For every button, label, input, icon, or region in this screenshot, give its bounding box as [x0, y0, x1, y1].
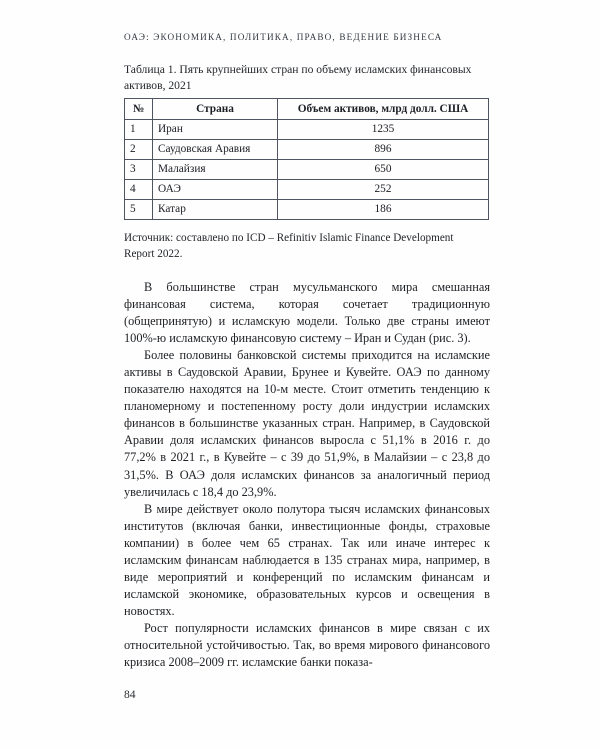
- table-row: [125, 160, 489, 180]
- column-header-number: №: [125, 99, 153, 120]
- column-header-assets: Объем активов, млрд долл. США: [278, 99, 489, 120]
- paragraph: В большинстве стран мусульманского мира смешанная финансовая система, которая сочетает традиционную (общепринятую) и исламскую модели. Только две страны имеют 100%-ю исламскую финансовую систему – Иран и Судан (рис. 3).: [124, 280, 490, 346]
- paragraph: В мире действует около полутора тысяч исламских финансовых институтов (включая банки, инвестиционные фонды, страховые компании) в более чем 65 странах. Так или иначе интерес к исламским финансам наблюдается в 135 странах мира, например, в виде мероприятий и конференций по исламским финансам и исламской экономике, образовательных курсов и освещения в новостях.: [124, 501, 490, 618]
- islamic-assets-table: [124, 98, 489, 220]
- table-row: [125, 180, 489, 200]
- row-number: 4: [125, 180, 153, 200]
- table-row: [125, 120, 489, 140]
- row-value: 896: [278, 140, 489, 160]
- row-value: 650: [278, 160, 489, 180]
- row-number: 3: [125, 160, 153, 180]
- table-row: [125, 200, 489, 220]
- row-value: 252: [278, 180, 489, 200]
- row-number: 1: [125, 120, 153, 140]
- page-content: [124, 62, 490, 671]
- paragraph: Более половины банковской системы приходится на исламские активы в Саудовской Аравии, Брунее и Кувейте. ОАЭ по данному показателю находятся на 10-м месте. Стоит отметить тенденцию к планомерному и постепенному росту доли индустрии исламских финансов в большинстве указанных стран. Например, в Саудовской Аравии доля исламских финансов выросла с 51,1% в 2016 г. до 77,2% в 2021 г., в Кувейте – с 39 до 51,9%, в Малайзии – с 23,8 до 31,5%. В ОАЭ доля исламских финансов за аналогичный период увеличилась с 18,4 до 23,9%.: [124, 348, 490, 499]
- paragraph: Рост популярности исламских финансов в мире связан с их относительной устойчивостью. Так, во время мирового финансового кризиса 2008–2009 гг. исламские банки показа-: [124, 620, 490, 670]
- table-caption: Таблица 1. Пять крупнейших стран по объему исламских финансовых активов, 2021: [124, 63, 472, 92]
- table-row: [125, 140, 489, 160]
- page-number: 84: [124, 688, 136, 701]
- column-header-country: Страна: [153, 99, 278, 120]
- row-number: 2: [125, 140, 153, 160]
- table-header-row: [125, 99, 489, 120]
- row-country: Малайзия: [153, 160, 278, 180]
- table-source-note: Источник: составлено по ICD – Refinitiv Islamic Finance Development Report 2022.: [124, 232, 454, 260]
- row-value: 186: [278, 200, 489, 220]
- running-head: ОАЭ: ЭКОНОМИКА, ПОЛИТИКА, ПРАВО, ВЕДЕНИЕ БИЗНЕСА: [124, 32, 443, 42]
- row-country: Катар: [153, 200, 278, 220]
- row-country: Иран: [153, 120, 278, 140]
- row-value: 1235: [278, 120, 489, 140]
- body-text: [124, 279, 490, 671]
- row-country: Саудовская Аравия: [153, 140, 278, 160]
- row-country: ОАЭ: [153, 180, 278, 200]
- row-number: 5: [125, 200, 153, 220]
